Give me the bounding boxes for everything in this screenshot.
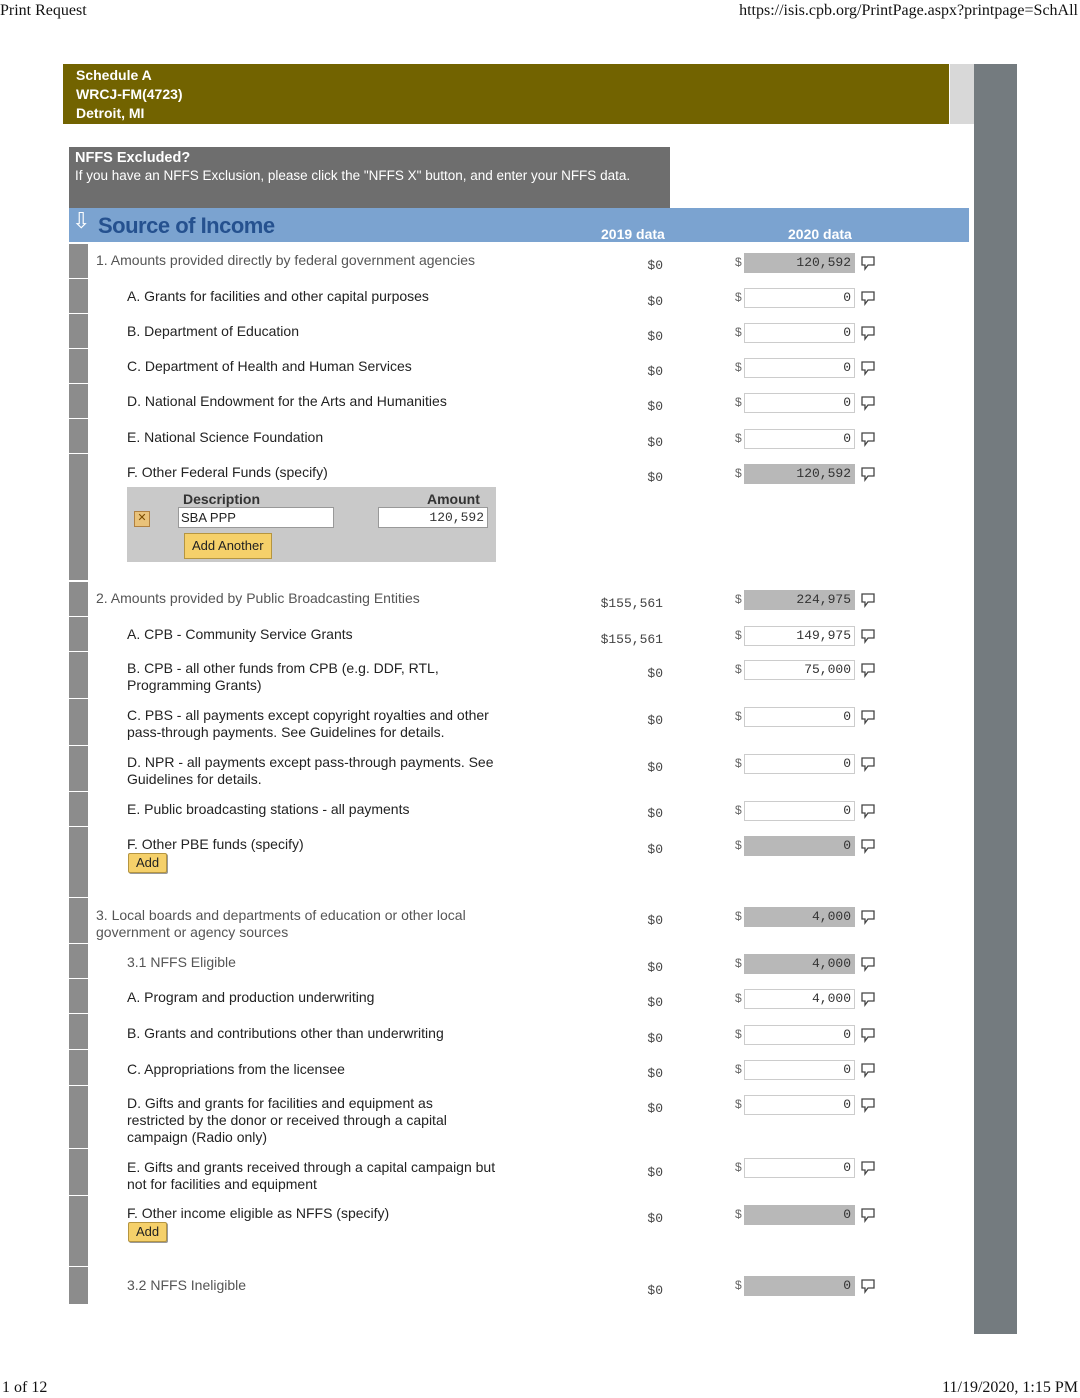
dollar-sign: $: [735, 325, 742, 339]
value-2019: $0: [647, 470, 663, 485]
page-number: 1 of 12: [2, 1379, 48, 1396]
value-2019: $0: [647, 806, 663, 821]
comment-icon[interactable]: [860, 466, 876, 482]
comment-icon[interactable]: [860, 838, 876, 854]
dollar-sign: $: [735, 592, 742, 606]
comment-icon[interactable]: [860, 991, 876, 1007]
value-2020-input[interactable]: 0: [744, 754, 855, 774]
row-label: B. Grants and contributions other than underwriting: [127, 1025, 444, 1041]
comment-icon[interactable]: [860, 1027, 876, 1043]
row-label: E. Public broadcasting stations - all payments: [127, 801, 410, 817]
dollar-sign: $: [735, 628, 742, 642]
row-bar: [69, 1050, 89, 1085]
value-2019: $0: [647, 666, 663, 681]
add-another-button[interactable]: Add Another: [184, 533, 272, 559]
row-label: 1. Amounts provided directly by federal government agencies: [96, 252, 475, 268]
row-bar: [69, 652, 89, 698]
value-2020-input[interactable]: 0: [744, 707, 855, 727]
row-label: F. Other PBE funds (specify): [127, 836, 304, 852]
value-2019: $0: [647, 913, 663, 928]
comment-icon[interactable]: [860, 662, 876, 678]
row-label: B. CPB - all other funds from CPB (e.g. DDF, RTL, Programming Grants): [127, 660, 439, 693]
column-2019-header: 2019 data: [601, 226, 665, 242]
amount-header: Amount: [427, 491, 480, 507]
row-bar: [69, 827, 89, 897]
dollar-sign: $: [735, 1278, 742, 1292]
collapse-arrow-icon[interactable]: ⇩: [72, 208, 91, 233]
dollar-sign: $: [735, 1207, 742, 1221]
value-2019: $0: [647, 399, 663, 414]
row-label: D. NPR - all payments except pass-through payments. See Guidelines for details.: [127, 754, 494, 787]
value-2019: $0: [647, 960, 663, 975]
row-bar: [69, 792, 89, 826]
row-bar: [69, 1149, 89, 1195]
value-2020-input: 0: [744, 1205, 855, 1225]
add-nffs-button[interactable]: Add: [128, 1222, 167, 1242]
right-edge-panel: [950, 64, 974, 124]
comment-icon[interactable]: [860, 909, 876, 925]
value-2019: $0: [647, 713, 663, 728]
value-2020-input[interactable]: 0: [744, 358, 855, 378]
comment-icon[interactable]: [860, 290, 876, 306]
row-bar: [69, 419, 89, 453]
row-bar: [69, 979, 89, 1013]
row-label: C. Department of Health and Human Services: [127, 358, 412, 374]
row-bar: [69, 314, 89, 348]
row-bar: [69, 1086, 89, 1148]
specify-federal-funds-panel: [127, 487, 496, 562]
value-2020-input[interactable]: 4,000: [744, 989, 855, 1009]
row-bar: [69, 617, 89, 651]
value-2020-input[interactable]: 0: [744, 801, 855, 821]
print-url: https://isis.cpb.org/PrintPage.aspx?printpage=SchAll: [739, 2, 1078, 19]
value-2020-input[interactable]: 0: [744, 1095, 855, 1115]
row-bar: [69, 384, 89, 418]
dollar-sign: $: [735, 709, 742, 723]
dollar-sign: $: [735, 360, 742, 374]
value-2020-input[interactable]: 0: [744, 1025, 855, 1045]
value-2020-input[interactable]: 0: [744, 1158, 855, 1178]
delete-x-icon[interactable]: ✕: [134, 511, 150, 527]
value-2019: $0: [647, 435, 663, 450]
dollar-sign: $: [735, 838, 742, 852]
value-2020-input: 120,592: [744, 464, 855, 484]
comment-icon[interactable]: [860, 325, 876, 341]
description-input[interactable]: SBA PPP: [178, 507, 334, 528]
amount-input[interactable]: 120,592: [378, 507, 488, 528]
comment-icon[interactable]: [860, 255, 876, 271]
dollar-sign: $: [735, 909, 742, 923]
value-2019: $0: [647, 1031, 663, 1046]
station-location: Detroit, MI: [76, 105, 145, 121]
nffs-excluded-box: [69, 147, 670, 208]
row-label: D. Gifts and grants for facilities and equipment as restricted by the donor or received through a capital campaign (Radio only): [127, 1095, 447, 1145]
value-2019: $0: [647, 1066, 663, 1081]
comment-icon[interactable]: [860, 1160, 876, 1176]
comment-icon[interactable]: [860, 756, 876, 772]
comment-icon[interactable]: [860, 592, 876, 608]
row-label: A. Grants for facilities and other capital purposes: [127, 288, 429, 304]
row-label: A. CPB - Community Service Grants: [127, 626, 353, 642]
comment-icon[interactable]: [860, 395, 876, 411]
comment-icon[interactable]: [860, 1207, 876, 1223]
value-2020-input[interactable]: 0: [744, 429, 855, 449]
row-label: 3.2 NFFS Ineligible: [127, 1277, 247, 1293]
row-label: C. PBS - all payments except copyright royalties and other pass-through payments. See Guidelines for details.: [127, 707, 489, 740]
right-scroll-bar: [974, 64, 1017, 1334]
row-bar: [69, 699, 89, 745]
row-label: 3. Local boards and departments of education or other local government or agency sources: [96, 907, 466, 940]
row-label: 2. Amounts provided by Public Broadcasting Entities: [96, 590, 420, 606]
dollar-sign: $: [735, 1160, 742, 1174]
value-2020-input[interactable]: 0: [744, 288, 855, 308]
value-2019: $155,561: [600, 632, 663, 647]
value-2020-input: 4,000: [744, 907, 855, 927]
dollar-sign: $: [735, 1027, 742, 1041]
row-label: D. National Endowment for the Arts and Humanities: [127, 393, 447, 409]
row-bar: [69, 582, 89, 616]
row-label: 3.1 NFFS Eligible: [127, 954, 236, 970]
schedule-header: [63, 64, 949, 124]
print-datetime: 11/19/2020, 1:15 PM: [942, 1379, 1078, 1396]
value-2019: $0: [647, 842, 663, 857]
row-bar: [69, 746, 89, 791]
value-2020-input[interactable]: 0: [744, 393, 855, 413]
value-2019: $0: [647, 1283, 663, 1298]
row-bar: [69, 244, 89, 278]
dollar-sign: $: [735, 803, 742, 817]
value-2019: $0: [647, 1211, 663, 1226]
comment-icon[interactable]: [860, 1062, 876, 1078]
dollar-sign: $: [735, 1062, 742, 1076]
value-2019: $0: [647, 364, 663, 379]
comment-icon[interactable]: [860, 709, 876, 725]
value-2020-input: 0: [744, 836, 855, 856]
nffs-text: If you have an NFFS Exclusion, please click the "NFFS X" button, and enter your NFFS data.: [75, 168, 631, 183]
comment-icon[interactable]: [860, 360, 876, 376]
row-label: C. Appropriations from the licensee: [127, 1061, 345, 1077]
value-2020-input[interactable]: 75,000: [744, 660, 855, 680]
value-2020-input[interactable]: 0: [744, 1060, 855, 1080]
dollar-sign: $: [735, 466, 742, 480]
value-2020-input: 224,975: [744, 590, 855, 610]
value-2019: $0: [647, 1165, 663, 1180]
row-bar: [69, 454, 89, 580]
section-title: Source of Income: [98, 213, 275, 238]
value-2020-input[interactable]: 0: [744, 323, 855, 343]
station-call-sign: WRCJ-FM(4723): [76, 86, 183, 102]
row-bar: [69, 1014, 89, 1049]
row-label: B. Department of Education: [127, 323, 299, 339]
dollar-sign: $: [735, 956, 742, 970]
row-bar: [69, 279, 89, 313]
comment-icon[interactable]: [860, 803, 876, 819]
row-label: A. Program and production underwriting: [127, 989, 375, 1005]
source-of-income-header: [69, 208, 969, 242]
comment-icon[interactable]: [860, 431, 876, 447]
comment-icon[interactable]: [860, 1097, 876, 1113]
dollar-sign: $: [735, 395, 742, 409]
row-bar: [69, 898, 89, 943]
row-label: F. Other income eligible as NFFS (specify): [127, 1205, 390, 1221]
add-pbe-button[interactable]: Add: [128, 853, 167, 873]
nffs-title: NFFS Excluded?: [75, 150, 191, 166]
print-title: Print Request: [0, 2, 87, 19]
value-2020-input: 0: [744, 1276, 855, 1296]
value-2020-input: 4,000: [744, 954, 855, 974]
row-bar: [69, 1267, 89, 1304]
column-2020-header: 2020 data: [788, 226, 852, 242]
dollar-sign: $: [735, 991, 742, 1005]
value-2019: $0: [647, 1101, 663, 1116]
row-label: F. Other Federal Funds (specify): [127, 464, 328, 480]
description-header: Description: [183, 491, 261, 507]
dollar-sign: $: [735, 431, 742, 445]
comment-icon[interactable]: [860, 1278, 876, 1294]
dollar-sign: $: [735, 662, 742, 676]
value-2019: $0: [647, 760, 663, 775]
value-2019: $0: [647, 258, 663, 273]
value-2019: $155,561: [600, 596, 663, 611]
row-bar: [69, 1196, 89, 1266]
row-label: E. Gifts and grants received through a capital campaign but not for facilities and equipment: [127, 1159, 496, 1192]
dollar-sign: $: [735, 756, 742, 770]
schedule-name: Schedule A: [76, 67, 152, 83]
row-bar: [69, 944, 89, 978]
dollar-sign: $: [735, 1097, 742, 1111]
dollar-sign: $: [735, 290, 742, 304]
value-2019: $0: [647, 294, 663, 309]
comment-icon[interactable]: [860, 628, 876, 644]
dollar-sign: $: [735, 255, 742, 269]
value-2020-input: 120,592: [744, 253, 855, 273]
comment-icon[interactable]: [860, 956, 876, 972]
value-2019: $0: [647, 329, 663, 344]
value-2019: $0: [647, 995, 663, 1010]
row-bar: [69, 349, 89, 383]
value-2020-input[interactable]: 149,975: [744, 626, 855, 646]
row-label: E. National Science Foundation: [127, 429, 324, 445]
